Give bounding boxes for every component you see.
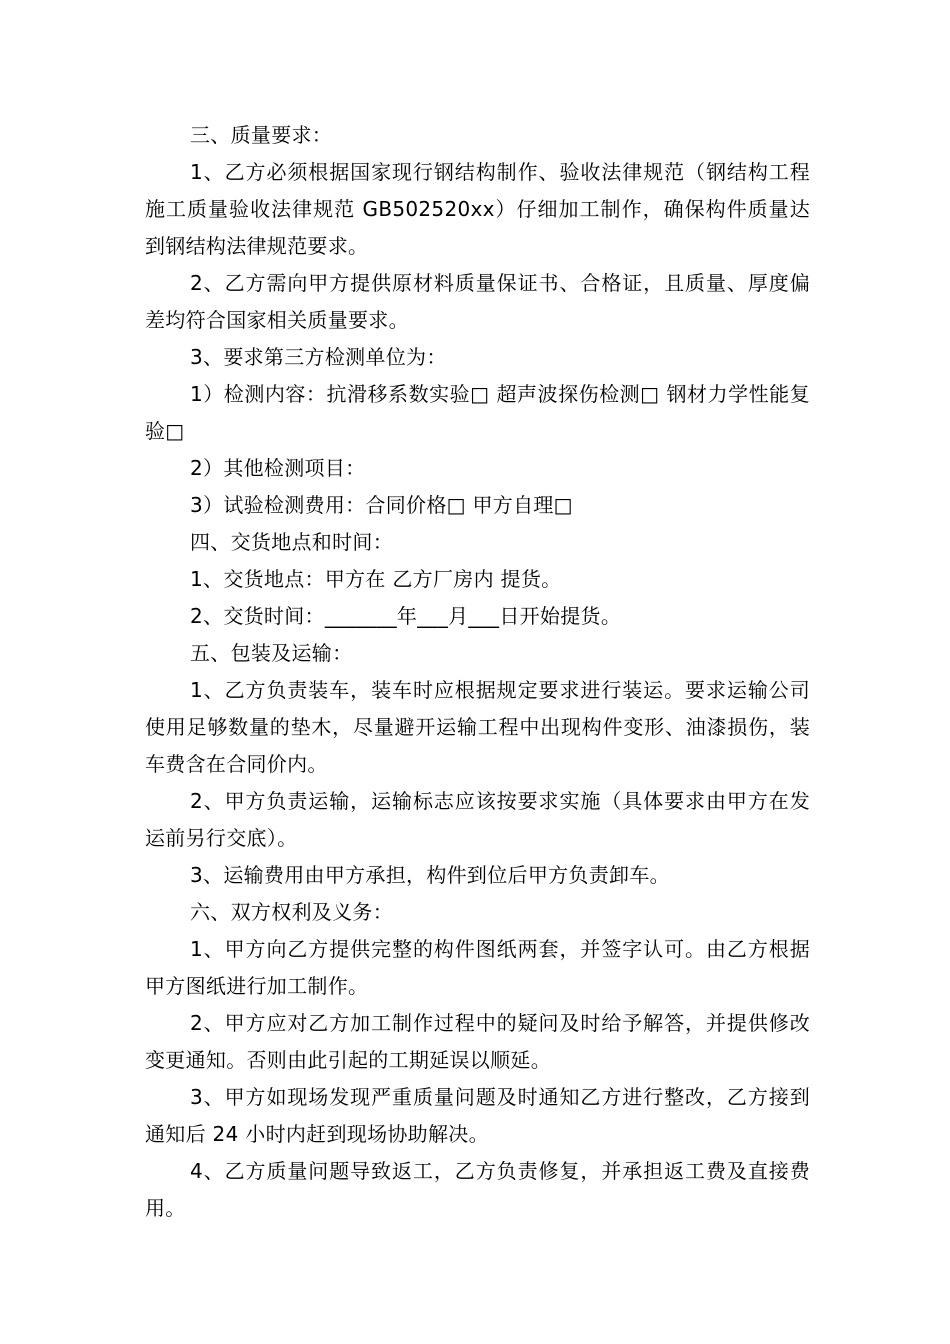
paragraph-delivery-time: 2、交货时间：_______年___月___日开始提货。 [190,604,622,628]
paragraph-packaging-2: 2、甲方负责运输，运输标志应该按要求实施（具体要求由甲方在发运前另行交底）。 [145,789,810,850]
section-heading-quality: 三、质量要求： [190,123,333,147]
paragraph-quality-3: 3、要求第三方检测单位为： [190,345,447,369]
section-heading-packaging: 五、包装及运输： [190,641,353,665]
paragraph-rights-4: 4、乙方质量问题导致返工，乙方负责修复，并承担返工费及直接费用。 [145,1159,810,1220]
paragraph-other-tests: 2）其他检测项目： [190,456,366,480]
paragraph-rights-3: 3、甲方如现场发现严重质量问题及时通知乙方进行整改，乙方接到通知后 24 小时内赶到现场协助解决。 [145,1085,810,1146]
section-heading-rights: 六、双方权利及义务： [190,900,393,924]
section-heading-delivery: 四、交货地点和时间： [190,530,393,554]
paragraph-rights-1: 1、甲方向乙方提供完整的构件图纸两套，并签字认可。由乙方根据甲方图纸进行加工制作。 [145,937,810,998]
document-body [145,117,810,1227]
paragraph-packaging-3: 3、运输费用由甲方承担，构件到位后甲方负责卸车。 [190,863,670,887]
paragraph-test-fees: 3）试验检测费用：合同价格□ 甲方自理□ [190,493,573,517]
paragraph-quality-1: 1、乙方必须根据国家现行钢结构制作、验收法律规范（钢结构工程施工质量验收法律规范 GB502520xx）仔细加工制作，确保构件质量达到钢结构法律规范要求。 [145,160,810,258]
paragraph-rights-2: 2、甲方应对乙方加工制作过程中的疑问及时给予解答，并提供修改变更通知。否则由此引起的工期延误以顺延。 [145,1011,810,1072]
paragraph-test-content: 1）检测内容：抗滑移系数实验□ 超声波探伤检测□ 钢材力学性能复验□ [145,382,810,443]
paragraph-packaging-1: 1、乙方负责装车，装车时应根据规定要求进行装运。要求运输公司使用足够数量的垫木，尽量避开运输工程中出现构件变形、油漆损伤，装车费含在合同价内。 [145,678,810,776]
paragraph-quality-2: 2、乙方需向甲方提供原材料质量保证书、合格证，且质量、厚度偏差均符合国家相关质量要求。 [145,271,810,332]
paragraph-delivery-place: 1、交货地点：甲方在 乙方厂房内 提货。 [190,567,562,591]
